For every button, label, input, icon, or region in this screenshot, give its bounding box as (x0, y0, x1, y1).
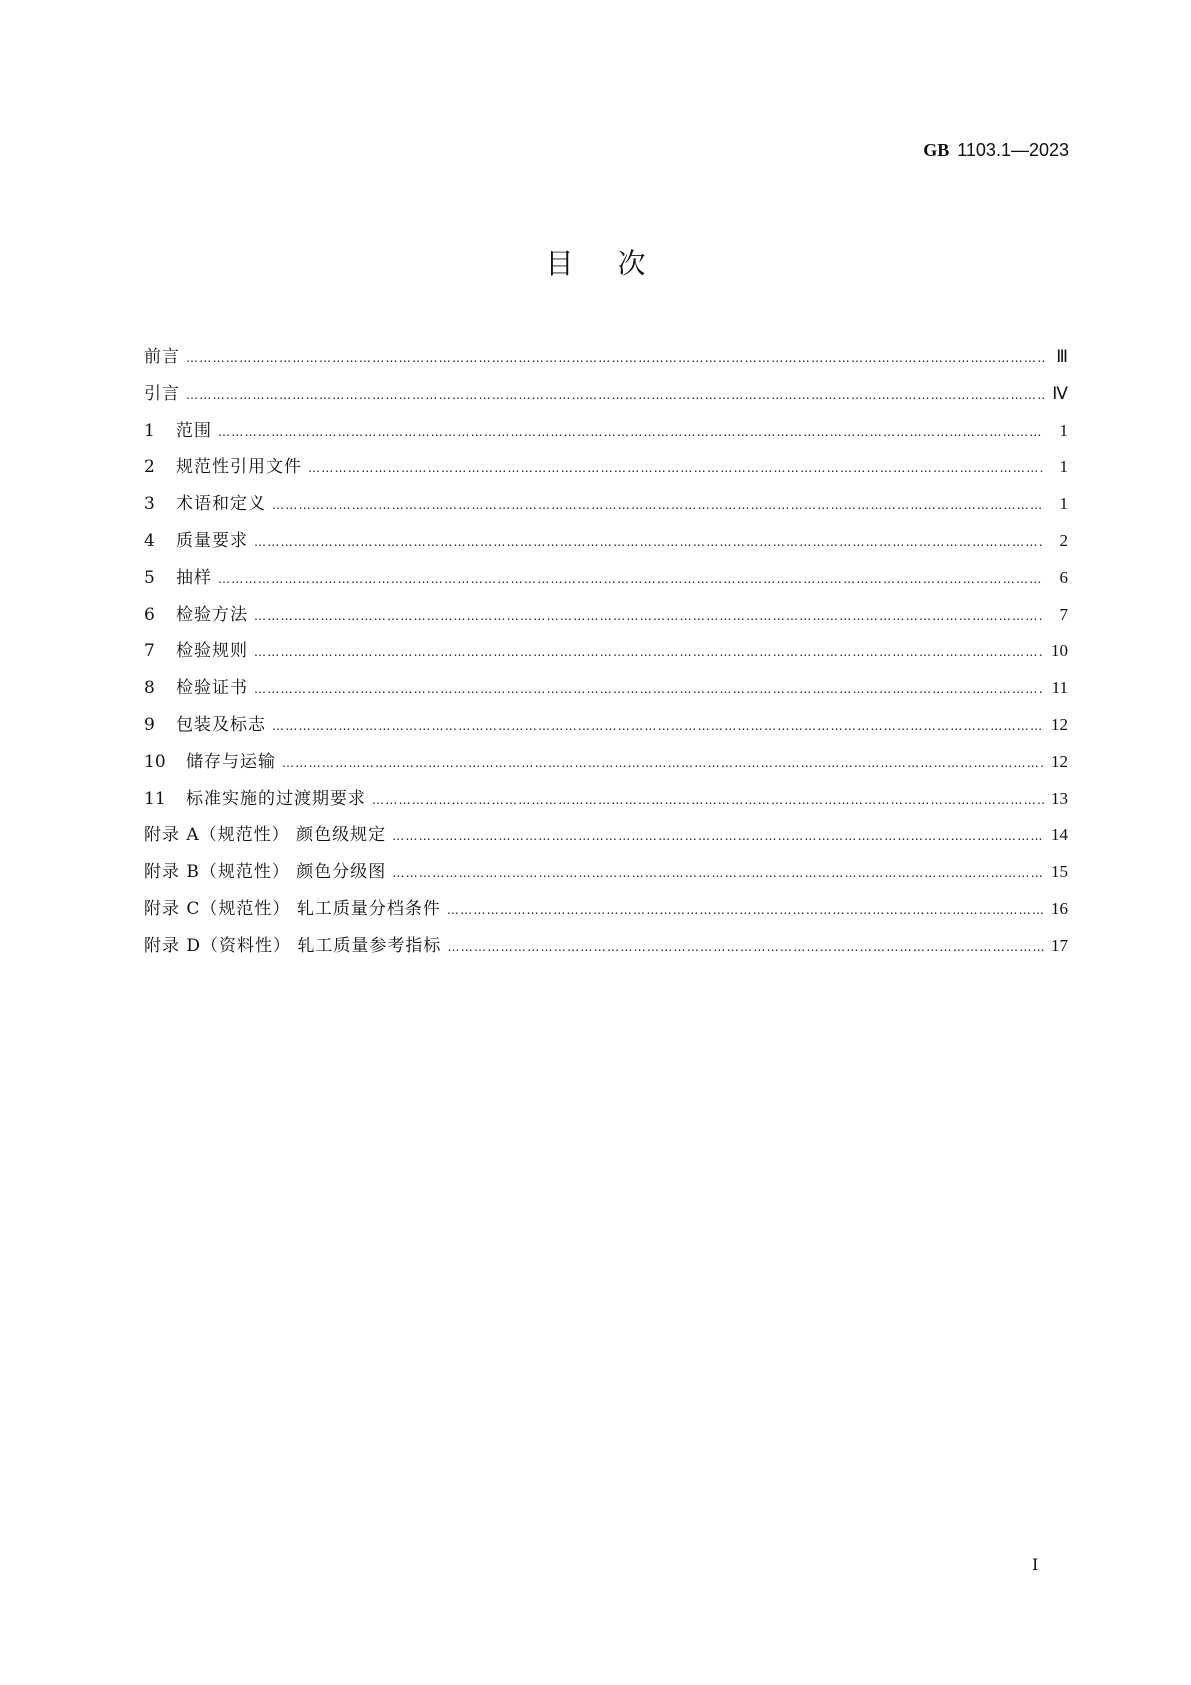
toc-entry-label: 规范性引用文件 (176, 457, 302, 478)
dot-leader (254, 645, 1044, 659)
toc-entry[interactable] (144, 673, 1068, 710)
toc-entry-number: 1 (144, 420, 155, 441)
dot-leader (372, 793, 1044, 807)
toc-entry-number: 11 (144, 788, 166, 809)
toc-entry-page: 13 (1051, 788, 1068, 808)
toc-entry-number: 3 (144, 494, 155, 515)
toc-entry[interactable] (144, 894, 1068, 931)
toc-entry-label: 前言 (144, 347, 180, 367)
toc-entry-label: 储存与运输 (186, 751, 276, 772)
dot-leader (447, 903, 1044, 917)
toc-entry[interactable] (144, 784, 1068, 821)
toc-entry-number: 9 (144, 714, 155, 735)
dot-leader (254, 609, 1044, 623)
toc-entry-label: 附录 C（规范性） 轧工质量分档条件 (144, 898, 441, 919)
table-of-contents (144, 342, 1068, 968)
toc-entry[interactable] (144, 342, 1068, 379)
dot-leader (254, 535, 1044, 549)
standard-code: 1103.1—2023 (957, 140, 1069, 160)
toc-entry-page: 1 (1059, 457, 1068, 477)
toc-entry-label: 标准实施的过渡期要求 (186, 788, 366, 809)
toc-entry-label: 范围 (176, 420, 212, 441)
toc-entry-label: 检验规则 (176, 641, 248, 662)
toc-entry-page: 2 (1059, 530, 1068, 550)
toc-entry-number: 8 (144, 678, 155, 699)
toc-entry-number: 5 (144, 567, 155, 588)
dot-leader (186, 351, 1044, 365)
toc-entry[interactable] (144, 636, 1068, 673)
toc-entry-page: 16 (1051, 898, 1068, 918)
dot-leader (308, 461, 1044, 475)
toc-entry-page: Ⅳ (1052, 383, 1068, 403)
toc-entry-page: 1 (1059, 494, 1068, 514)
dot-leader (272, 719, 1044, 733)
toc-entry-label: 附录 B（规范性） 颜色分级图 (144, 862, 387, 883)
toc-entry-label: 附录 D（资料性） 轧工质量参考指标 (144, 935, 442, 956)
toc-entry[interactable] (144, 931, 1068, 968)
dot-leader (282, 756, 1044, 770)
dot-leader (392, 866, 1044, 880)
toc-entry-page: 6 (1059, 567, 1068, 587)
toc-entry[interactable] (144, 452, 1068, 489)
toc-entry-page: 7 (1059, 604, 1068, 624)
toc-entry-page: 12 (1051, 751, 1068, 771)
toc-entry-label: 包装及标志 (176, 714, 266, 735)
toc-entry-page: 12 (1051, 714, 1068, 734)
toc-entry-page: Ⅲ (1056, 347, 1068, 366)
toc-entry-page: 14 (1051, 825, 1068, 845)
toc-entry-page: 17 (1051, 935, 1068, 955)
dot-leader (254, 682, 1044, 696)
toc-entry-page: 11 (1051, 678, 1068, 698)
toc-entry-page: 10 (1051, 641, 1068, 661)
standard-number (923, 140, 1069, 161)
toc-entry-number: 7 (144, 641, 155, 662)
dot-leader (218, 572, 1044, 586)
toc-entry-page: 1 (1059, 420, 1068, 440)
toc-entry[interactable] (144, 600, 1068, 637)
toc-entry-number: 4 (144, 530, 155, 551)
toc-entry[interactable] (144, 857, 1068, 894)
toc-entry[interactable] (144, 710, 1068, 747)
toc-entry-label: 检验证书 (176, 678, 248, 699)
page-title: 目次 (545, 247, 690, 280)
dot-leader (392, 829, 1044, 843)
toc-entry[interactable] (144, 379, 1068, 416)
toc-entry-number: 6 (144, 604, 155, 625)
toc-entry[interactable] (144, 489, 1068, 526)
toc-entry[interactable] (144, 820, 1068, 857)
toc-entry-label: 检验方法 (176, 604, 248, 625)
toc-entry-label: 术语和定义 (176, 494, 266, 515)
toc-entry-label: 质量要求 (176, 530, 248, 551)
toc-entry-number: 2 (144, 457, 155, 478)
page-number: I (1032, 1555, 1039, 1574)
toc-entry-label: 附录 A（规范性） 颜色级规定 (144, 825, 387, 846)
dot-leader (186, 388, 1044, 402)
toc-entry[interactable] (144, 563, 1068, 600)
toc-entry[interactable] (144, 416, 1068, 453)
dot-leader (272, 498, 1044, 512)
toc-entry-label: 抽样 (176, 567, 212, 588)
dot-leader (218, 425, 1044, 439)
standard-prefix: GB (923, 140, 950, 160)
toc-entry-number: 10 (144, 751, 166, 772)
dot-leader (447, 940, 1044, 954)
toc-entry[interactable] (144, 526, 1068, 563)
toc-entry-page: 15 (1051, 862, 1068, 882)
toc-entry[interactable] (144, 747, 1068, 784)
toc-entry-label: 引言 (144, 383, 180, 404)
